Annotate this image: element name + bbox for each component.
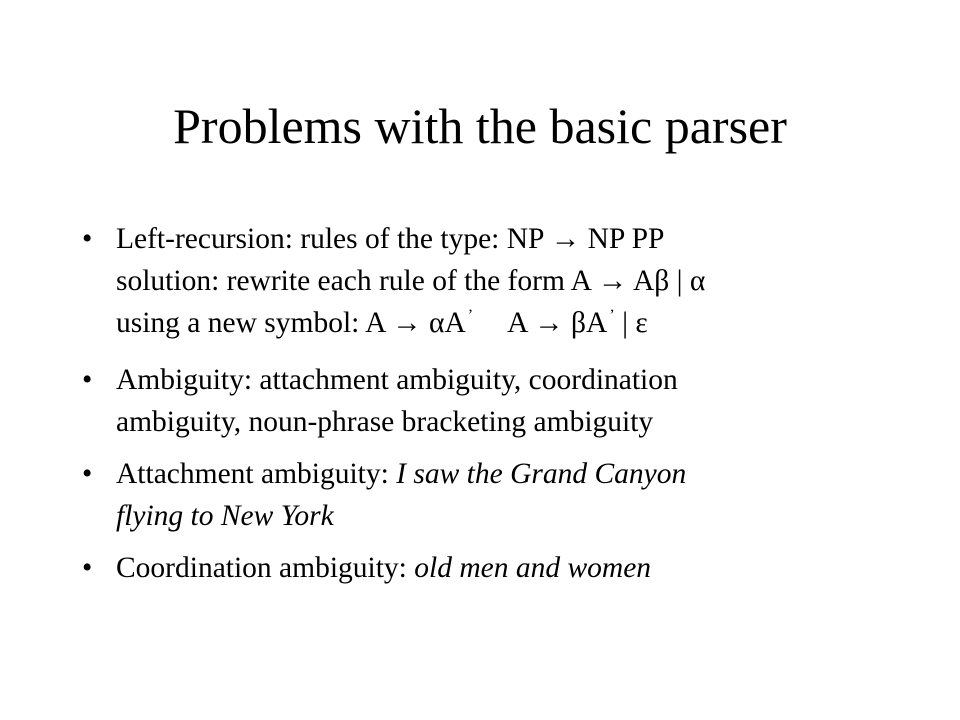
bullet-line — [116, 302, 900, 349]
bullet-text: solution: rewrite each rule of the form A → Aβ | α — [116, 265, 706, 297]
bullet-text: A → βA — [507, 307, 608, 339]
example-text: old men and women — [414, 552, 652, 584]
bullet-icon: • — [82, 458, 93, 490]
bullet-line — [116, 260, 900, 302]
bullet-text: ambiguity, noun-phrase bracketing ambiguity — [116, 406, 654, 438]
bullet-text: using a new symbol: A → αA — [116, 307, 466, 339]
bullet-icon: • — [82, 364, 93, 396]
bullet-text: Left-recursion: rules of the type: NP → NP PP — [116, 223, 665, 255]
bullet-line — [116, 453, 900, 495]
bullet-line — [116, 401, 900, 443]
bullet-text: | ε — [614, 307, 648, 339]
bullet-attachment-ambiguity — [80, 453, 900, 537]
bullet-text: Coordination ambiguity: — [116, 552, 415, 584]
bullet-ambiguity — [80, 359, 900, 443]
prime-mark: ’ — [609, 307, 615, 324]
prime-mark: ’ — [467, 307, 474, 324]
bullet-left-recursion — [80, 218, 900, 349]
bullet-line — [116, 359, 900, 401]
slide-title: Problems with the basic parser — [173, 98, 787, 154]
example-text: flying to New York — [116, 500, 334, 532]
bullet-coordination-ambiguity — [80, 547, 900, 589]
bullet-list — [80, 218, 900, 599]
bullet-line — [116, 495, 900, 537]
bullet-line — [116, 547, 900, 589]
bullet-icon: • — [82, 552, 93, 584]
bullet-line — [116, 218, 900, 260]
bullet-text: Attachment ambiguity: — [116, 458, 397, 490]
bullet-text: Ambiguity: attachment ambiguity, coordination — [116, 364, 678, 396]
example-text: I saw the Grand Canyon — [396, 458, 687, 490]
bullet-icon: • — [82, 223, 93, 255]
